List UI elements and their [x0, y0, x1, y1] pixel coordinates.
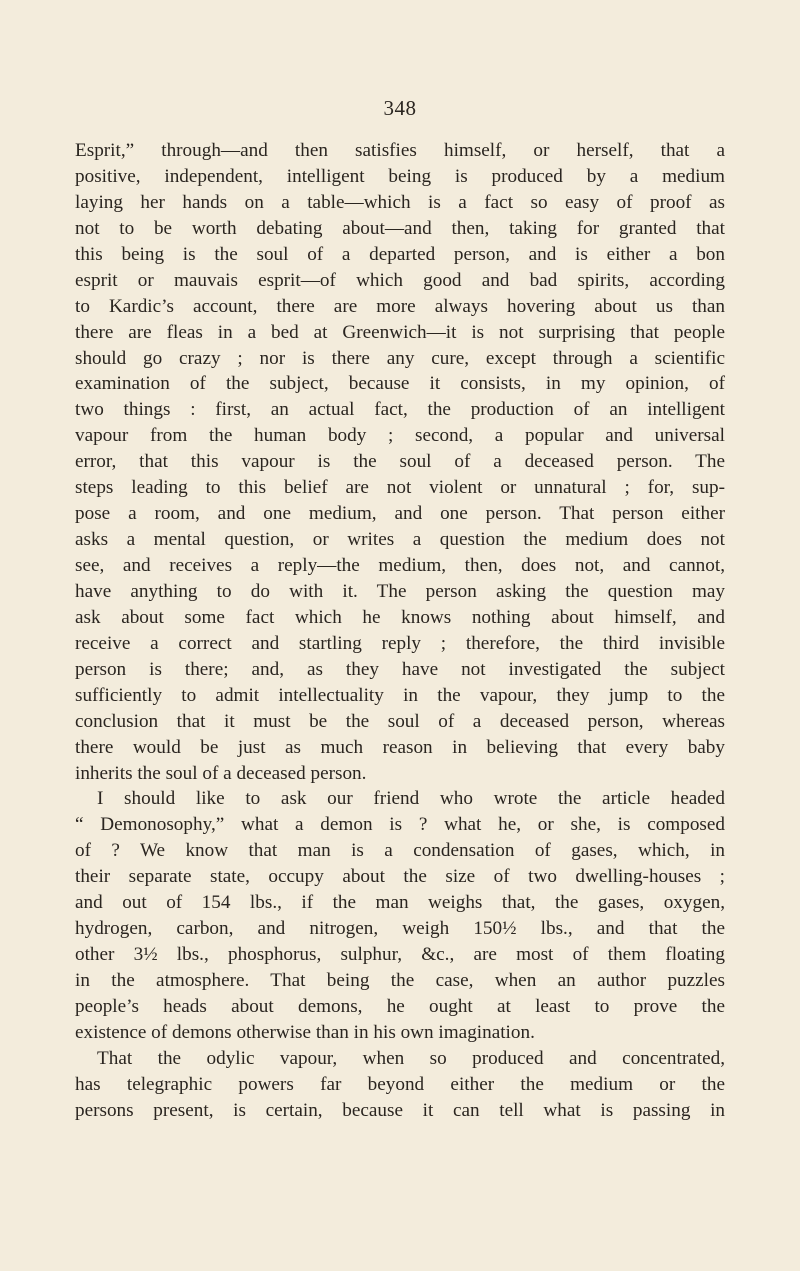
paragraph-end-line: existence of demons otherwise than in his own imagination. [75, 1021, 535, 1043]
text-line: laying her hands on a table—which is a fact so easy of proof as [75, 191, 725, 213]
text-line: of ? We know that man is a condensation of gases, which, in [75, 840, 725, 862]
text-line: see, and receives a reply—the medium, then, does not, and cannot, [75, 555, 725, 576]
page-number: 348 [383, 96, 417, 120]
text-line: esprit or mauvais esprit—of which good and bad spirits, according [75, 269, 725, 291]
text-line: positive, independent, intelligent being is produced by a medium [75, 165, 725, 187]
text-line: person is there; and, as they have not investigated the subject [75, 658, 725, 680]
paragraph-end-line: inherits the soul of a deceased person. [75, 762, 367, 784]
text-line: there are fleas in a bed at Greenwich—it is not surprising that people [75, 321, 725, 343]
text-line: to Kardic’s account, there are more always hovering about us than [75, 295, 725, 317]
text-line: conclusion that it must be the soul of a deceased person, whereas [75, 710, 725, 732]
text-line: persons present, is certain, because it can tell what is passing in [75, 1099, 725, 1121]
text-line: examination of the subject, because it consists, in my opinion, of [75, 373, 725, 395]
text-line: asks a mental question, or writes a question the medium does not [75, 529, 725, 551]
text-line: error, that this vapour is the soul of a deceased person. The [75, 451, 725, 473]
text-line: ask about some fact which he knows nothing about himself, and [75, 606, 725, 628]
text-line: their separate state, occupy about the size of two dwelling-houses ; [75, 866, 725, 888]
text-line: pose a room, and one medium, and one person. That person either [75, 503, 725, 525]
text-line: sufficiently to admit intellectuality in the vapour, they jump to the [75, 684, 725, 706]
text-line: in the atmosphere. That being the case, when an author puzzles [75, 970, 725, 991]
text-line: receive a correct and startling reply ; therefore, the third invisible [75, 632, 725, 654]
text-line: and out of 154 lbs., if the man weighs that, the gases, oxygen, [75, 892, 725, 914]
text-line: Esprit,” through—and then satisfies himself, or herself, that a [75, 140, 725, 161]
text-line: should go crazy ; nor is there any cure, except through a scientific [75, 347, 725, 369]
text-line: this being is the soul of a departed person, and is either a bon [75, 243, 725, 265]
body-text [75, 138, 725, 1124]
text-line: has telegraphic powers far beyond either the medium or the [75, 1073, 725, 1095]
text-line: people’s heads about demons, he ought at least to prove the [75, 995, 725, 1017]
paragraph-start-line: That the odylic vapour, when so produced and concentrated, [97, 1047, 725, 1069]
paragraph-start-line: I should like to ask our friend who wrote the article headed [97, 788, 725, 810]
text-line: hydrogen, carbon, and nitrogen, weigh 150½ lbs., and that the [75, 918, 725, 940]
text-line: have anything to do with it. The person asking the question may [75, 580, 725, 602]
text-line: other 3½ lbs., phosphorus, sulphur, &c., are most of them floating [75, 944, 725, 966]
text-line: “ Demonosophy,” what a demon is ? what he, or she, is composed [75, 814, 725, 836]
text-line: two things : first, an actual fact, the production of an intelligent [75, 399, 725, 421]
text-line: not to be worth debating about—and then, taking for granted that [75, 217, 725, 239]
text-line: steps leading to this belief are not violent or unnatural ; for, sup- [75, 477, 725, 499]
text-line: vapour from the human body ; second, a popular and universal [75, 425, 725, 447]
text-line: there would be just as much reason in believing that every baby [75, 736, 725, 758]
